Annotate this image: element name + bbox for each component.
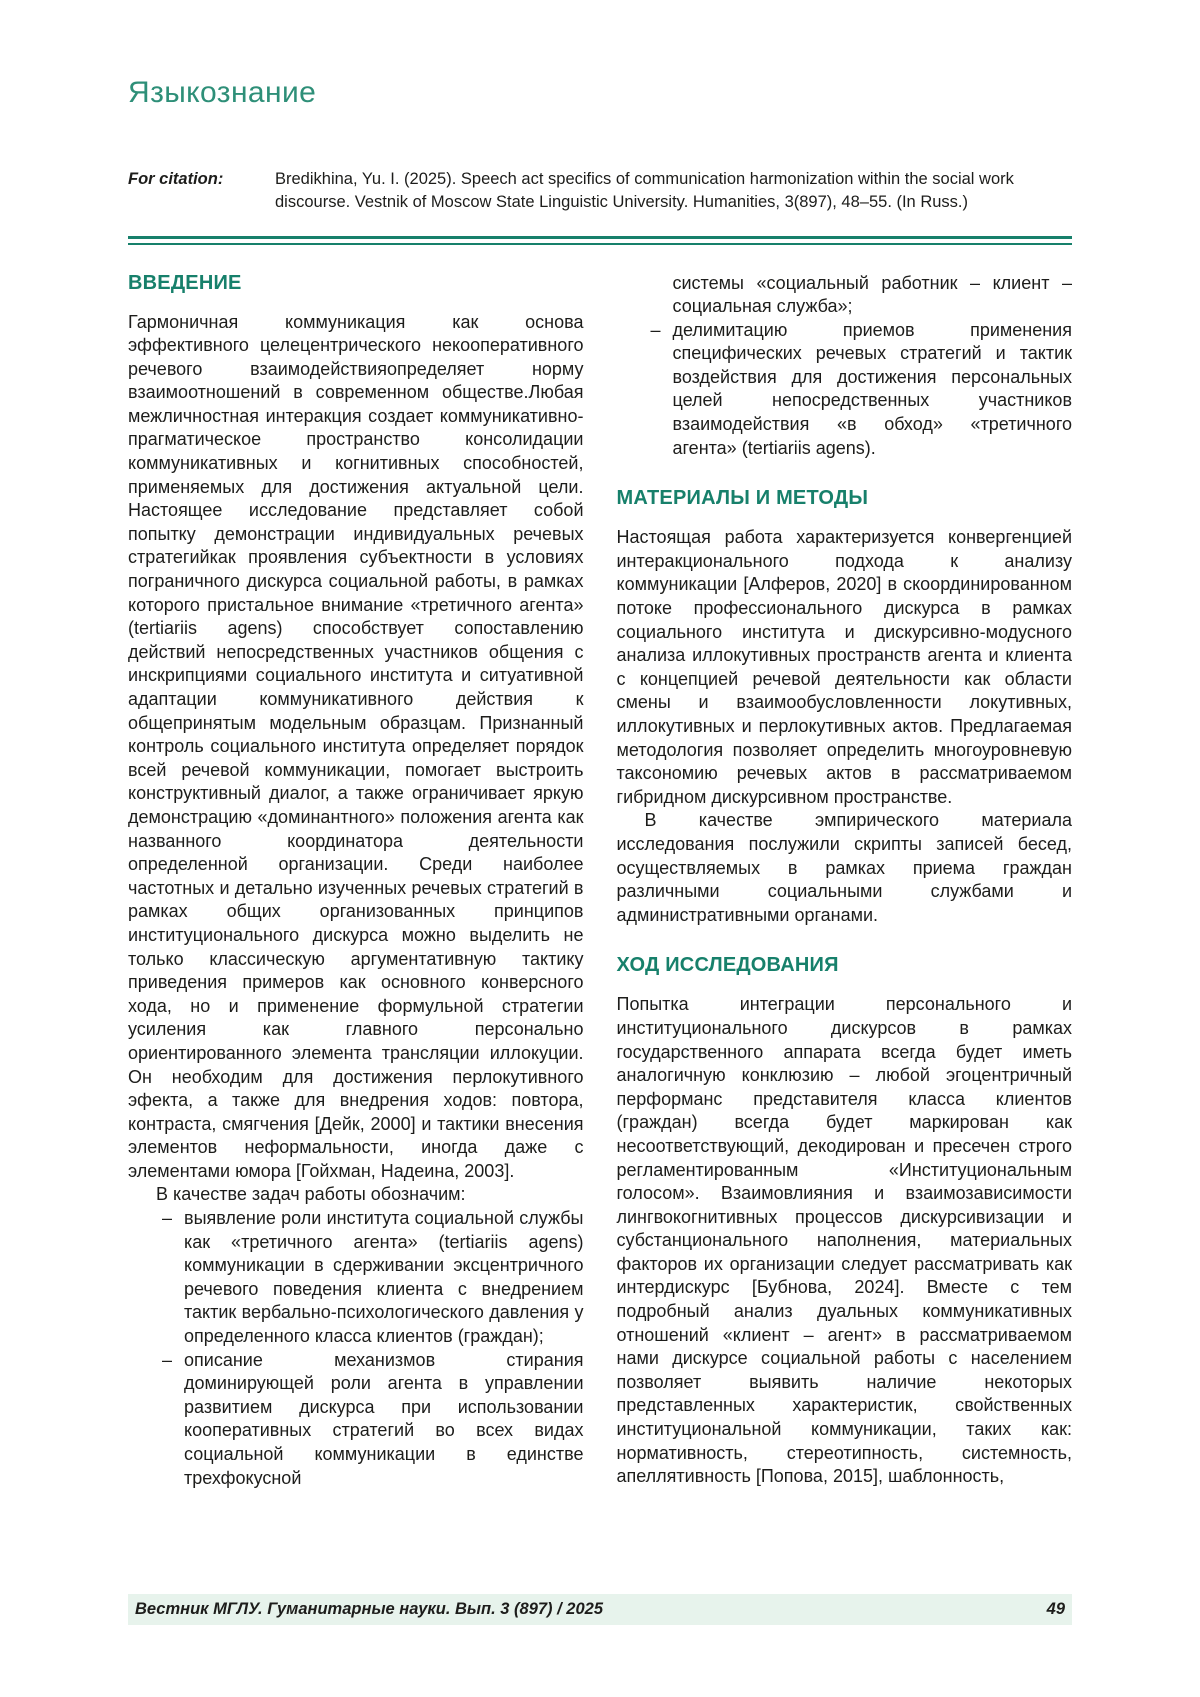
section-heading: ВВЕДЕНИЕ [128, 271, 242, 294]
body-paragraph: В качестве эмпирического материала исследования послужили скрипты записей бесед, осуществляемых в рамках приема граждан различными социальными службами и административными органами. [616, 810, 1072, 925]
footer-page-number: 49 [1046, 1600, 1065, 1618]
citation-block [128, 168, 1072, 214]
citation-text: Bredikhina, Yu. I. (2025). Speech act specifics of communication harmonization within the social work discourse. Vestnik of Moscow State Linguistic University. Humanities, 3(897), 48–55. (In Russ.) [275, 170, 1014, 211]
list-item-text: описание механизмов стирания доминирующей роли агента в управлении развитием дискурса при использовании кооперативных стратегий во всех видах социальной коммуникации в единстве трехфокусной [184, 1349, 584, 1488]
body-paragraph: Гармоничная коммуникация как основа эффективного целецентрического некооперативного речевого взаимодействияопределяет норму взаимоотношений в современном обществе.Любая межличностная интеракция создает коммуникативно-прагматическое пространство консолидации коммуникативных и когнитивных способностей, применяемых для достижения актуальной цели. Настоящее исследование представляет собой попытку демонстрации индивидуальных речевых стратегийкак проявления субъектности в условиях пограничного дискурса социальной работы, в рамках которого пристальное внимание «третичного агента» (tertiariis agens) способствует сопоставлению действий непосредственных участников общения с инскрипциями социального института и ситуативной адаптации коммуникативного действия к общепринятым модельным образцам. Признанный контроль социального института определяет порядок всей речевой коммуникации, помогает выстроить конструктивный диалог, а также ограничивает яркую демонстрацию «доминантного» положения агента как названного координатора деятельности определенной организации. Среди наиболее частотных и детально изученных речевых стратегий в рамках общих организованных принципов институционального дискурса можно выделить не только классическую аргументативную тактику приведения примеров как основного конверсного хода, но и применение формульной стратегии усиления как главного персонально ориентированного элемента трансляции иллокуции. Он необходим для достижения перлокутивного эфекта, а также для внедрения ходов: повтора, контраста, смягчения [Дейк, 2000] и тактики внесения элементов неформальности, иногда даже с элементами юмора [Гойхман, Надеина, 2003]. [128, 311, 584, 1181]
right-column [617, 272, 1073, 1491]
list-item-continuation: системы «социальный работник – клиент – социальная служба»; [672, 272, 1072, 317]
body-paragraph: В качестве задач работы обозначим: [156, 1184, 466, 1205]
body-paragraph: Попытка интеграции персонального и институционального дискурсов в рамках государственного аппарата всегда будет иметь аналогичную конклюзию – любой эгоцентричный перформанс представителя класса клиентов (граждан) всегда будет маркирован как несоответствующий, декодирован и пресечен строго регламентированным «Институциональным голосом». Взаимовлияния и взаимозависимости лингвокогнитивных процессов дискурсивизации и субстанционального наполнения, материальных факторов их организации следует рассматривать как интердискурс [Бубнова, 2024]. Вместе с тем подробный анализ дуальных коммуникативных отношений «клиент – агент» в рассматриваемом нами дискурсе социальной работы с населением позволяет выявить наличие некоторых представленных характеристик, свойственных институциональной коммуникации, таких как: нормативность, стереотипность, системность, апеллятивность [Попова, 2015], шаблонность, [616, 994, 1072, 1487]
section-heading: ХОД ИССЛЕДОВАНИЯ [616, 954, 839, 977]
bullet-marker: – [650, 319, 661, 340]
citation-label: For citation: [128, 170, 224, 188]
two-column-body [128, 272, 1072, 1491]
list-item [128, 1207, 584, 1349]
bullet-marker: – [162, 1349, 173, 1370]
page-content [128, 0, 1072, 1490]
body-paragraph: Настоящая работа характеризуется конвергенцией интеракционального подхода к анализу коммуникации [Алферов, 2020] в скоординированном потоке профессионального дискурса в рамках социального института и дискурсивно-модусного анализа иллокутивных пространств агента и клиента с концепцией речевой деятельности как области смены и взаимообусловленности локутивных, иллокутивных и перлокутивных актов. Предлагаемая методология позволяет определить многоуровневую таксономию речевых актов в рассматриваемом гибридном дискурсивном пространстве. [616, 527, 1072, 807]
left-column [128, 272, 584, 1491]
list-item [128, 1349, 584, 1491]
list-item-text: выявление роли института социальной службы как «третичного агента» (tertiariis agens) коммуникации в сдерживании эксцентричного речевого поведения клиента с внедрением тактик вербально-психологического давления у определенного класса клиентов (граждан); [184, 1208, 584, 1347]
bullet-marker: – [162, 1208, 173, 1229]
running-head-rubric: Языкознание [128, 76, 317, 109]
footer-journal-info: Вестник МГЛУ. Гуманитарные науки. Вып. 3 (897) / 2025 [135, 1600, 603, 1618]
section-heading: МАТЕРИАЛЫ И МЕТОДЫ [616, 487, 869, 510]
double-rule-divider [128, 236, 1072, 245]
list-item-text: делимитацию приемов применения специфических речевых стратегий и тактик воздействия для достижения персональных целей непосредственных участников взаимодействия «в обход» «третичного агента» (tertiariis agens). [672, 319, 1072, 458]
list-item [617, 319, 1073, 461]
footer-bar [128, 1594, 1072, 1625]
